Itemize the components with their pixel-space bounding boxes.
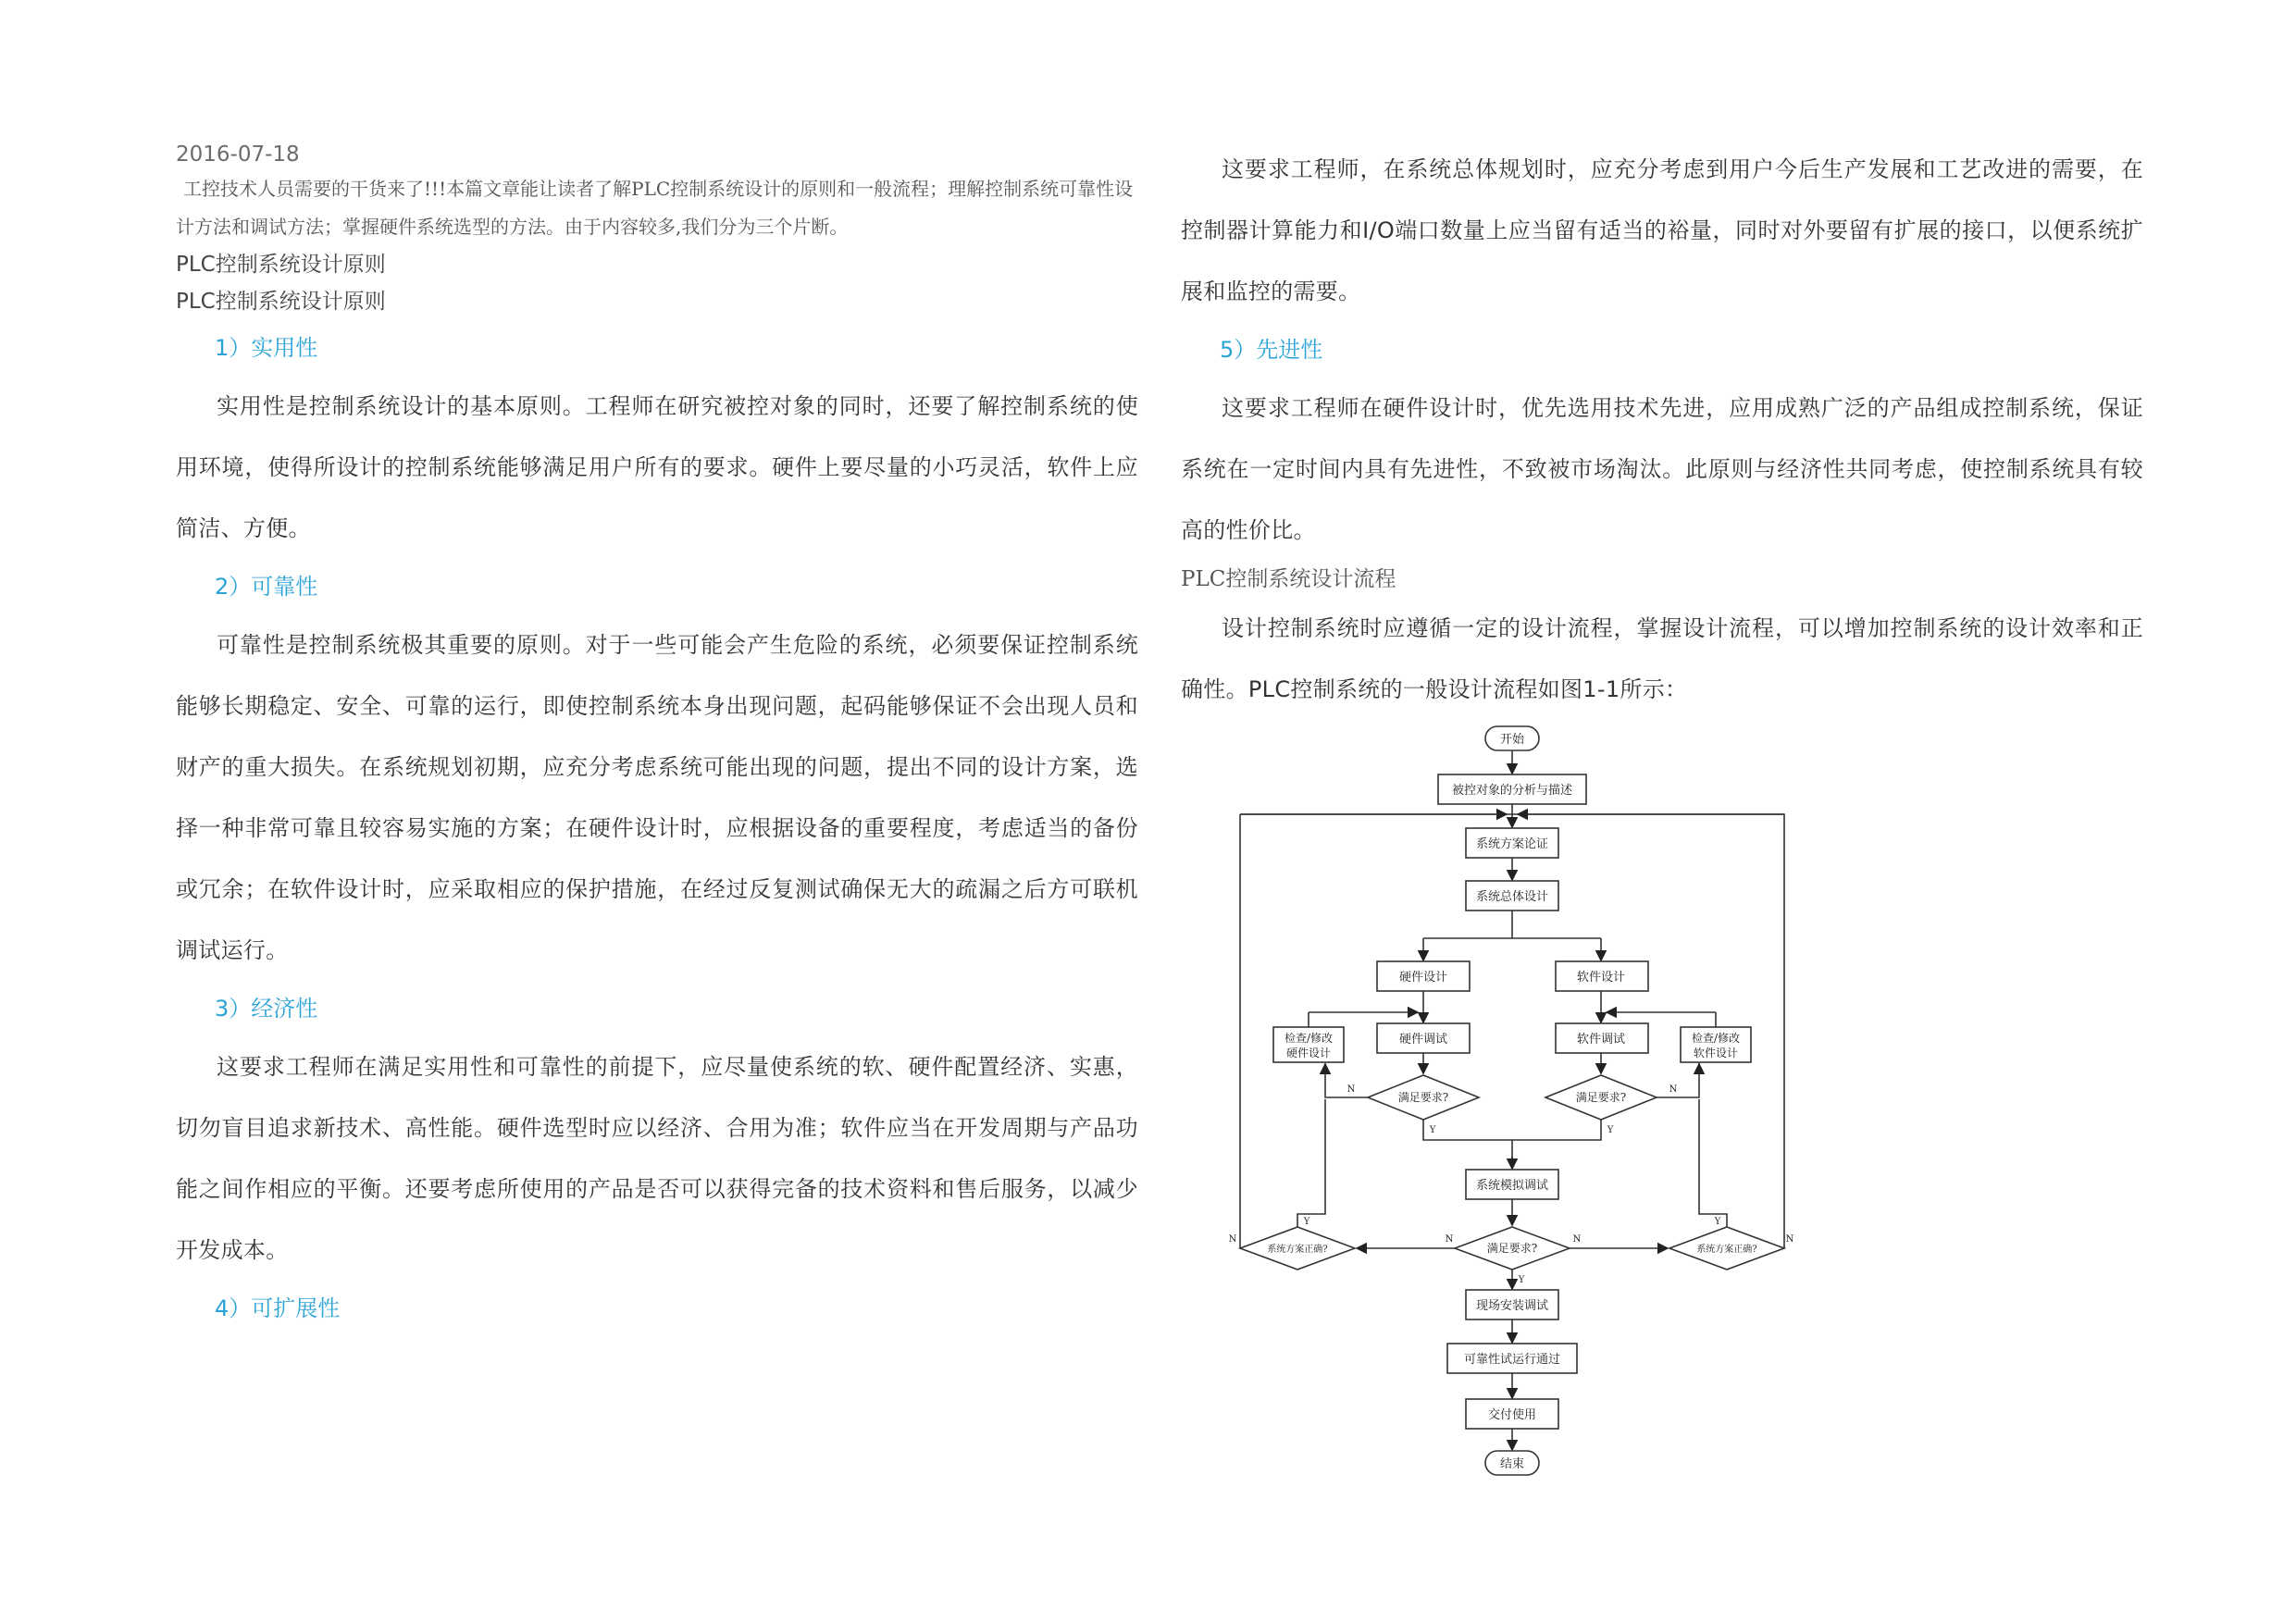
flow-analysis-label: 被控对象的分析与描述 xyxy=(1451,784,1573,798)
right-column xyxy=(1181,139,2143,720)
heading-advanced: 5）先进性 xyxy=(1220,337,1323,363)
flow-hw-design-label: 硬件设计 xyxy=(1398,971,1448,985)
design-flowchart xyxy=(1222,714,1795,1499)
paragraph-advanced: 这要求工程师在硬件设计时，优先选用技术先进，应用成熟广泛的产品组成控制系统，保证系统在一定时间内具有先进性，不致被市场淘汰。此原则与经济性共同考虑，使控制系统具有较高的性价比。 xyxy=(1181,395,2143,543)
heading-practicality: 1）实用性 xyxy=(215,335,318,361)
flow-sw-scheme-yes-mark: Y xyxy=(1714,1217,1721,1227)
flow-hw-scheme-ok-label: 系统方案正确? xyxy=(1267,1245,1328,1255)
flow-start-label: 开始 xyxy=(1499,733,1525,747)
flow-sw-scheme-ok-label: 系统方案正确? xyxy=(1696,1245,1757,1255)
section-title-design-principles-repeat: PLC控制系统设计原则 xyxy=(176,290,386,314)
flow-meet-yes-mark: Y xyxy=(1518,1275,1525,1285)
flow-check-hw-label-1: 检查/修改 xyxy=(1284,1032,1334,1045)
flow-sim-debug-label: 系统模拟调试 xyxy=(1475,1179,1549,1193)
flow-sw-debug-label: 软件调试 xyxy=(1576,1033,1626,1047)
flow-site-install-label: 现场安装调试 xyxy=(1475,1299,1549,1313)
heading-extensibility: 4）可扩展性 xyxy=(215,1295,341,1321)
flow-end-label: 结束 xyxy=(1499,1457,1525,1471)
heading-reliability: 2）可靠性 xyxy=(215,574,318,600)
flow-sw-yes-mark: Y xyxy=(1607,1125,1614,1135)
heading-economy: 3）经济性 xyxy=(215,996,318,1022)
flow-hw-no-mark: N xyxy=(1347,1084,1356,1095)
flow-scheme-demo-label: 系统方案论证 xyxy=(1475,837,1549,851)
paragraph-design-flow: 设计控制系统时应遵循一定的设计流程，掌握设计流程，可以增加控制系统的设计效率和正确性。PLC控制系统的一般设计流程如图1-1所示： xyxy=(1181,615,2143,702)
flow-sw-no-mark: N xyxy=(1669,1084,1678,1095)
paragraph-practicality: 实用性是控制系统设计的基本原则。工程师在研究被控对象的同时，还要了解控制系统的使用环境，使得所设计的控制系统能够满足用户所有的要求。硬件上要尽量的小巧灵活，软件上应简洁、方便。 xyxy=(176,393,1138,541)
post-date: 2016-07-18 xyxy=(176,142,300,167)
flow-reliability-label: 可靠性试运行通过 xyxy=(1463,1353,1561,1367)
flow-hw-scheme-yes-mark: Y xyxy=(1303,1217,1310,1227)
left-column xyxy=(176,139,1138,1336)
flow-meet-no-left-mark: N xyxy=(1445,1234,1454,1245)
flow-sw-meet-label: 满足要求? xyxy=(1575,1091,1627,1104)
paragraph-reliability: 可靠性是控制系统极其重要的原则。对于一些可能会产生危险的系统，必须要保证控制系统能够长期稳定、安全、可靠的运行，即使控制系统本身出现问题，起码能够保证不会出现人员和财产的重大损失。在系统规划初期，应充分考虑系统可能出现的问题，提出不同的设计方案，选择一种非常可靠且较容易实施的方案；在硬件设计时，应根据设备的重要程度，考虑适当的备份或冗余；在软件设计时，应采取相应的保护措施，在经过反复测试确保无大的疏漏之后方可联机调试运行。 xyxy=(176,632,1138,963)
intro-paragraph: 工控技术人员需要的干货来了!!!本篇文章能让读者了解PLC控制系统设计的原则和一般流程；理解控制系统可靠性设计方法和调试方法；掌握硬件系统选型的方法。由于内容较多,我们分为三个片断。 xyxy=(176,178,1134,238)
flow-check-sw-label-1: 检查/修改 xyxy=(1691,1032,1741,1045)
flow-hw-debug-label: 硬件调试 xyxy=(1398,1033,1448,1047)
flow-overall-design-label: 系统总体设计 xyxy=(1475,890,1549,904)
paragraph-extensibility: 这要求工程师，在系统总体规划时，应充分考虑到用户今后生产发展和工艺改进的需要，在控制器计算能力和I/O端口数量上应当留有适当的裕量，同时对外要留有扩展的接口，以便系统扩展和监控的需要。 xyxy=(1181,156,2143,304)
flow-meet-no-right-mark: N xyxy=(1572,1234,1582,1245)
flow-check-sw-label-2: 软件设计 xyxy=(1693,1047,1739,1059)
flow-meet-req-label: 满足要求? xyxy=(1486,1242,1538,1255)
flow-sw-design-label: 软件设计 xyxy=(1576,971,1626,985)
flow-hw-scheme-no-mark: N xyxy=(1228,1234,1237,1245)
flow-sw-scheme-no-mark: N xyxy=(1785,1234,1794,1245)
paragraph-economy: 这要求工程师在满足实用性和可靠性的前提下，应尽量使系统的软、硬件配置经济、实惠，切勿盲目追求新技术、高性能。硬件选型时应以经济、合用为准；软件应当在开发周期与产品功能之间作相应的平衡。还要考虑所使用的产品是否可以获得完备的技术资料和售后服务，以减少开发成本。 xyxy=(176,1054,1138,1263)
section-title-design-flow: PLC控制系统设计流程 xyxy=(1181,567,1396,591)
flow-hw-meet-label: 满足要求? xyxy=(1397,1091,1449,1104)
flow-check-hw-label-2: 硬件设计 xyxy=(1285,1047,1332,1059)
flow-hw-yes-mark: Y xyxy=(1429,1125,1436,1135)
flow-delivery-label: 交付使用 xyxy=(1487,1408,1537,1422)
section-title-design-principles: PLC控制系统设计原则 xyxy=(176,253,386,277)
